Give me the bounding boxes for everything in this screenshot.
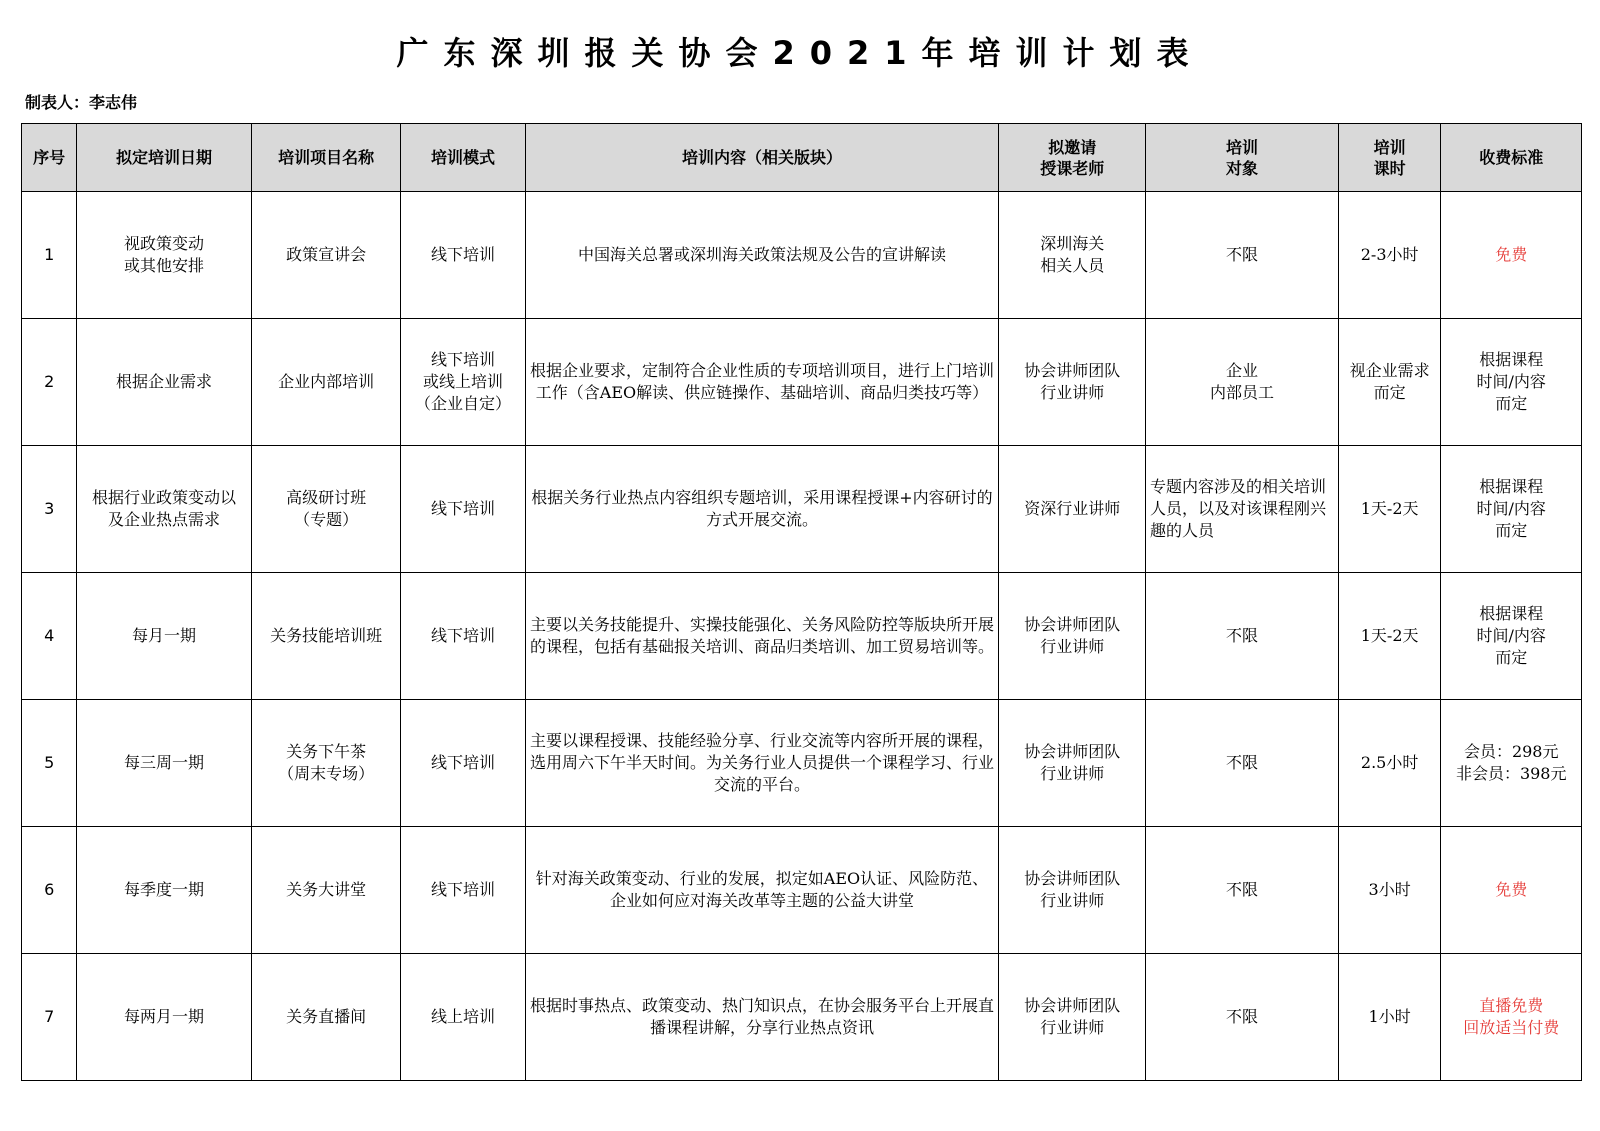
cell-fee-text: 免费: [1495, 880, 1528, 899]
cell-no: [22, 700, 77, 827]
cell-target: [1146, 446, 1339, 573]
cell-fee-text: 会员：298元: [1463, 742, 1559, 761]
cell-target-text: 不限: [1225, 626, 1258, 645]
cell-target-text: 内部员工: [1209, 383, 1274, 402]
cell-fee-text: 根据课程: [1479, 477, 1544, 496]
cell-date: [77, 192, 251, 319]
cell-hours-text: 2-3小时: [1360, 245, 1419, 264]
header-text: 序号: [33, 148, 66, 167]
cell-fee: [1441, 319, 1582, 446]
cell-no: [22, 954, 77, 1081]
cell-name: [251, 319, 401, 446]
cell-fee-text: 免费: [1495, 245, 1528, 264]
cell-fee-text: 而定: [1495, 521, 1528, 540]
cell-name-text: 高级研讨班: [286, 488, 367, 507]
cell-teacher-text: 协会讲师团队: [1024, 869, 1121, 888]
table-row: [22, 700, 1582, 827]
header-text: 培训: [1373, 137, 1406, 157]
cell-no: [22, 446, 77, 573]
cell-teacher: [999, 446, 1146, 573]
cell-mode-text: 线上培训: [430, 1007, 495, 1026]
header-target: [1146, 124, 1339, 192]
table-row: [22, 319, 1582, 446]
cell-no-text: 2: [44, 372, 55, 391]
cell-mode: [401, 954, 525, 1081]
header-fee: [1441, 124, 1582, 192]
cell-content-text: 根据时事热点、政策变动、热门知识点，在协会服务平台上开展直播课程讲解，分享行业热点资讯: [529, 996, 994, 1037]
cell-name-text: 关务技能培训班: [270, 626, 383, 645]
cell-name-text: （周末专场）: [278, 764, 375, 783]
cell-content-text: 根据关务行业热点内容组织专题培训，采用课程授课+内容研讨的方式开展交流。: [531, 488, 993, 529]
cell-teacher-text: 协会讲师团队: [1024, 742, 1121, 761]
header-teacher: [999, 124, 1146, 192]
cell-hours-text: 而定: [1373, 383, 1406, 402]
cell-mode-text: 线下培训: [430, 350, 495, 369]
cell-fee-text: 时间/内容: [1476, 499, 1546, 518]
cell-hours: [1338, 192, 1441, 319]
cell-date-text: 每两月一期: [124, 1007, 205, 1026]
cell-teacher: [999, 573, 1146, 700]
cell-target-text: 专题内容涉及的相关培训人员，以及对该课程刚兴趣的人员: [1150, 477, 1327, 540]
cell-target: [1146, 319, 1339, 446]
cell-mode-text: 线下培训: [430, 499, 495, 518]
cell-name-text: （专题）: [294, 510, 359, 529]
cell-hours: [1338, 446, 1441, 573]
cell-no-text: 6: [44, 880, 55, 899]
cell-content-text: 中国海关总署或深圳海关政策法规及公告的宣讲解读: [577, 245, 946, 264]
header-row: [22, 124, 1582, 192]
header-text: 授课老师: [1040, 158, 1105, 178]
cell-mode-text: 线下培训: [430, 753, 495, 772]
header-text: 课时: [1373, 158, 1406, 178]
cell-mode: [401, 827, 525, 954]
cell-mode-text: 线下培训: [430, 245, 495, 264]
cell-teacher-text: 行业讲师: [1040, 891, 1105, 910]
cell-teacher: [999, 192, 1146, 319]
cell-no: [22, 827, 77, 954]
cell-date-text: 及企业热点需求: [108, 510, 221, 529]
cell-teacher: [999, 954, 1146, 1081]
table-row: [22, 573, 1582, 700]
cell-name: [251, 192, 401, 319]
cell-fee: [1441, 573, 1582, 700]
cell-date-text: 每三周一期: [124, 753, 205, 772]
cell-name: [251, 700, 401, 827]
cell-fee-text: 根据课程: [1479, 604, 1544, 623]
cell-date-text: 或其他安排: [124, 256, 205, 275]
cell-hours: [1338, 573, 1441, 700]
cell-date-text: 每季度一期: [124, 880, 205, 899]
cell-fee: [1441, 827, 1582, 954]
header-date: [77, 124, 251, 192]
cell-no-text: 5: [44, 753, 55, 772]
cell-teacher: [999, 827, 1146, 954]
cell-target-text: 不限: [1225, 753, 1258, 772]
cell-content: [525, 954, 999, 1081]
cell-fee: [1441, 700, 1582, 827]
cell-no: [22, 319, 77, 446]
cell-content-text: 主要以关务技能提升、实操技能强化、关务风险防控等版块所开展的课程，包括有基础报关培训、商品归类培训、加工贸易培训等。: [529, 615, 994, 656]
cell-name-text: 政策宣讲会: [286, 245, 367, 264]
cell-date: [77, 827, 251, 954]
cell-content: [525, 319, 999, 446]
cell-teacher: [999, 319, 1146, 446]
cell-fee-text: 时间/内容: [1476, 372, 1546, 391]
cell-target-text: 不限: [1225, 245, 1258, 264]
training-plan-table: [21, 123, 1582, 1081]
cell-hours: [1338, 319, 1441, 446]
cell-fee-text: 而定: [1495, 648, 1528, 667]
cell-fee-text: 而定: [1495, 394, 1528, 413]
cell-no: [22, 192, 77, 319]
cell-target-text: 不限: [1225, 1007, 1258, 1026]
cell-target: [1146, 827, 1339, 954]
cell-fee: [1441, 192, 1582, 319]
cell-teacher-text: 行业讲师: [1040, 383, 1105, 402]
cell-hours-text: 1天-2天: [1360, 626, 1419, 645]
cell-date: [77, 954, 251, 1081]
cell-mode-text: 线下培训: [430, 626, 495, 645]
header-name: [251, 124, 401, 192]
cell-name-text: 关务直播间: [286, 1007, 367, 1026]
cell-no: [22, 573, 77, 700]
page-title: 广东深圳报关协会2021年培训计划表: [396, 34, 1204, 72]
cell-hours-text: 1天-2天: [1360, 499, 1419, 518]
cell-mode: [401, 446, 525, 573]
cell-content-text: 主要以课程授课、技能经验分享、行业交流等内容所开展的课程，选用周六下午半天时间。为关务行业人员提供一个课程学习、行业交流的平台。: [529, 731, 994, 794]
cell-target-text: 企业: [1225, 361, 1258, 380]
cell-teacher: [999, 700, 1146, 827]
cell-date-text: 根据行业政策变动以: [92, 488, 237, 507]
header-text: 培训项目名称: [278, 148, 375, 167]
header-hours: [1338, 124, 1441, 192]
cell-content: [525, 827, 999, 954]
cell-date-text: 视政策变动: [124, 234, 205, 253]
cell-teacher-text: 相关人员: [1040, 256, 1105, 275]
cell-content: [525, 446, 999, 573]
cell-target: [1146, 192, 1339, 319]
cell-mode-text: 线下培训: [430, 880, 495, 899]
cell-teacher-text: 行业讲师: [1040, 1018, 1105, 1037]
cell-no-text: 4: [44, 626, 55, 645]
cell-fee: [1441, 954, 1582, 1081]
cell-content-text: 根据企业要求，定制符合企业性质的专项培训项目，进行上门培训工作（含AEO解读、供应链操作、基础培训、商品归类技巧等）: [529, 361, 994, 402]
cell-date: [77, 446, 251, 573]
cell-name-text: 关务下午茶: [286, 742, 367, 761]
cell-fee-text: 根据课程: [1479, 350, 1544, 369]
cell-no-text: 7: [44, 1007, 55, 1026]
cell-target-text: 不限: [1225, 880, 1258, 899]
cell-mode-text: （企业自定）: [414, 394, 511, 413]
cell-mode: [401, 700, 525, 827]
header-text: 拟邀请: [1048, 137, 1097, 157]
cell-teacher-text: 协会讲师团队: [1024, 996, 1121, 1015]
cell-mode-text: 或线上培训: [422, 372, 503, 391]
cell-target: [1146, 700, 1339, 827]
header-text: 培训: [1225, 137, 1258, 157]
cell-teacher-text: 深圳海关: [1040, 234, 1105, 253]
cell-hours: [1338, 954, 1441, 1081]
cell-fee: [1441, 446, 1582, 573]
cell-content: [525, 700, 999, 827]
cell-target: [1146, 573, 1339, 700]
cell-teacher-text: 资深行业讲师: [1024, 499, 1121, 518]
cell-teacher-text: 行业讲师: [1040, 764, 1105, 783]
cell-hours-text: 2.5小时: [1360, 753, 1419, 772]
header-content: [525, 124, 999, 192]
header-mode: [401, 124, 525, 192]
cell-name: [251, 827, 401, 954]
table-row: [22, 954, 1582, 1081]
table-row: [22, 192, 1582, 319]
cell-date-text: 根据企业需求: [116, 372, 213, 391]
cell-fee-text: 非会员：398元: [1455, 764, 1567, 783]
cell-hours-text: 1小时: [1368, 1007, 1411, 1026]
cell-content-text: 针对海关政策变动、行业的发展，拟定如AEO认证、风险防范、企业如何应对海关改革等主题的公益大讲堂: [535, 869, 989, 910]
table-row: [22, 827, 1582, 954]
cell-teacher-text: 协会讲师团队: [1024, 615, 1121, 634]
table-row: [22, 446, 1582, 573]
cell-target: [1146, 954, 1339, 1081]
header-text: 收费标准: [1479, 148, 1544, 167]
cell-hours: [1338, 700, 1441, 827]
cell-mode: [401, 573, 525, 700]
cell-teacher-text: 行业讲师: [1040, 637, 1105, 656]
cell-date: [77, 319, 251, 446]
cell-mode: [401, 192, 525, 319]
cell-content: [525, 192, 999, 319]
cell-mode: [401, 319, 525, 446]
cell-name-text: 企业内部培训: [278, 372, 375, 391]
cell-date: [77, 700, 251, 827]
cell-name: [251, 573, 401, 700]
header-text: 培训模式: [430, 148, 495, 167]
cell-name: [251, 446, 401, 573]
header-no: [22, 124, 77, 192]
cell-name-text: 关务大讲堂: [286, 880, 367, 899]
cell-date: [77, 573, 251, 700]
cell-fee-text: 回放适当付费: [1463, 1018, 1560, 1037]
table-maker-label: 制表人：李志伟: [25, 93, 138, 112]
cell-no-text: 3: [44, 499, 55, 518]
cell-hours-text: 3小时: [1368, 880, 1411, 899]
header-text: 培训内容（相关版块）: [681, 148, 842, 167]
cell-no-text: 1: [44, 245, 55, 264]
cell-teacher-text: 协会讲师团队: [1024, 361, 1121, 380]
cell-fee-text: 直播免费: [1479, 996, 1544, 1015]
cell-content: [525, 573, 999, 700]
cell-date-text: 每月一期: [132, 626, 197, 645]
cell-hours-text: 视企业需求: [1349, 361, 1430, 380]
cell-fee-text: 时间/内容: [1476, 626, 1546, 645]
header-text: 拟定培训日期: [116, 148, 213, 167]
header-text: 对象: [1225, 158, 1258, 178]
cell-hours: [1338, 827, 1441, 954]
cell-name: [251, 954, 401, 1081]
